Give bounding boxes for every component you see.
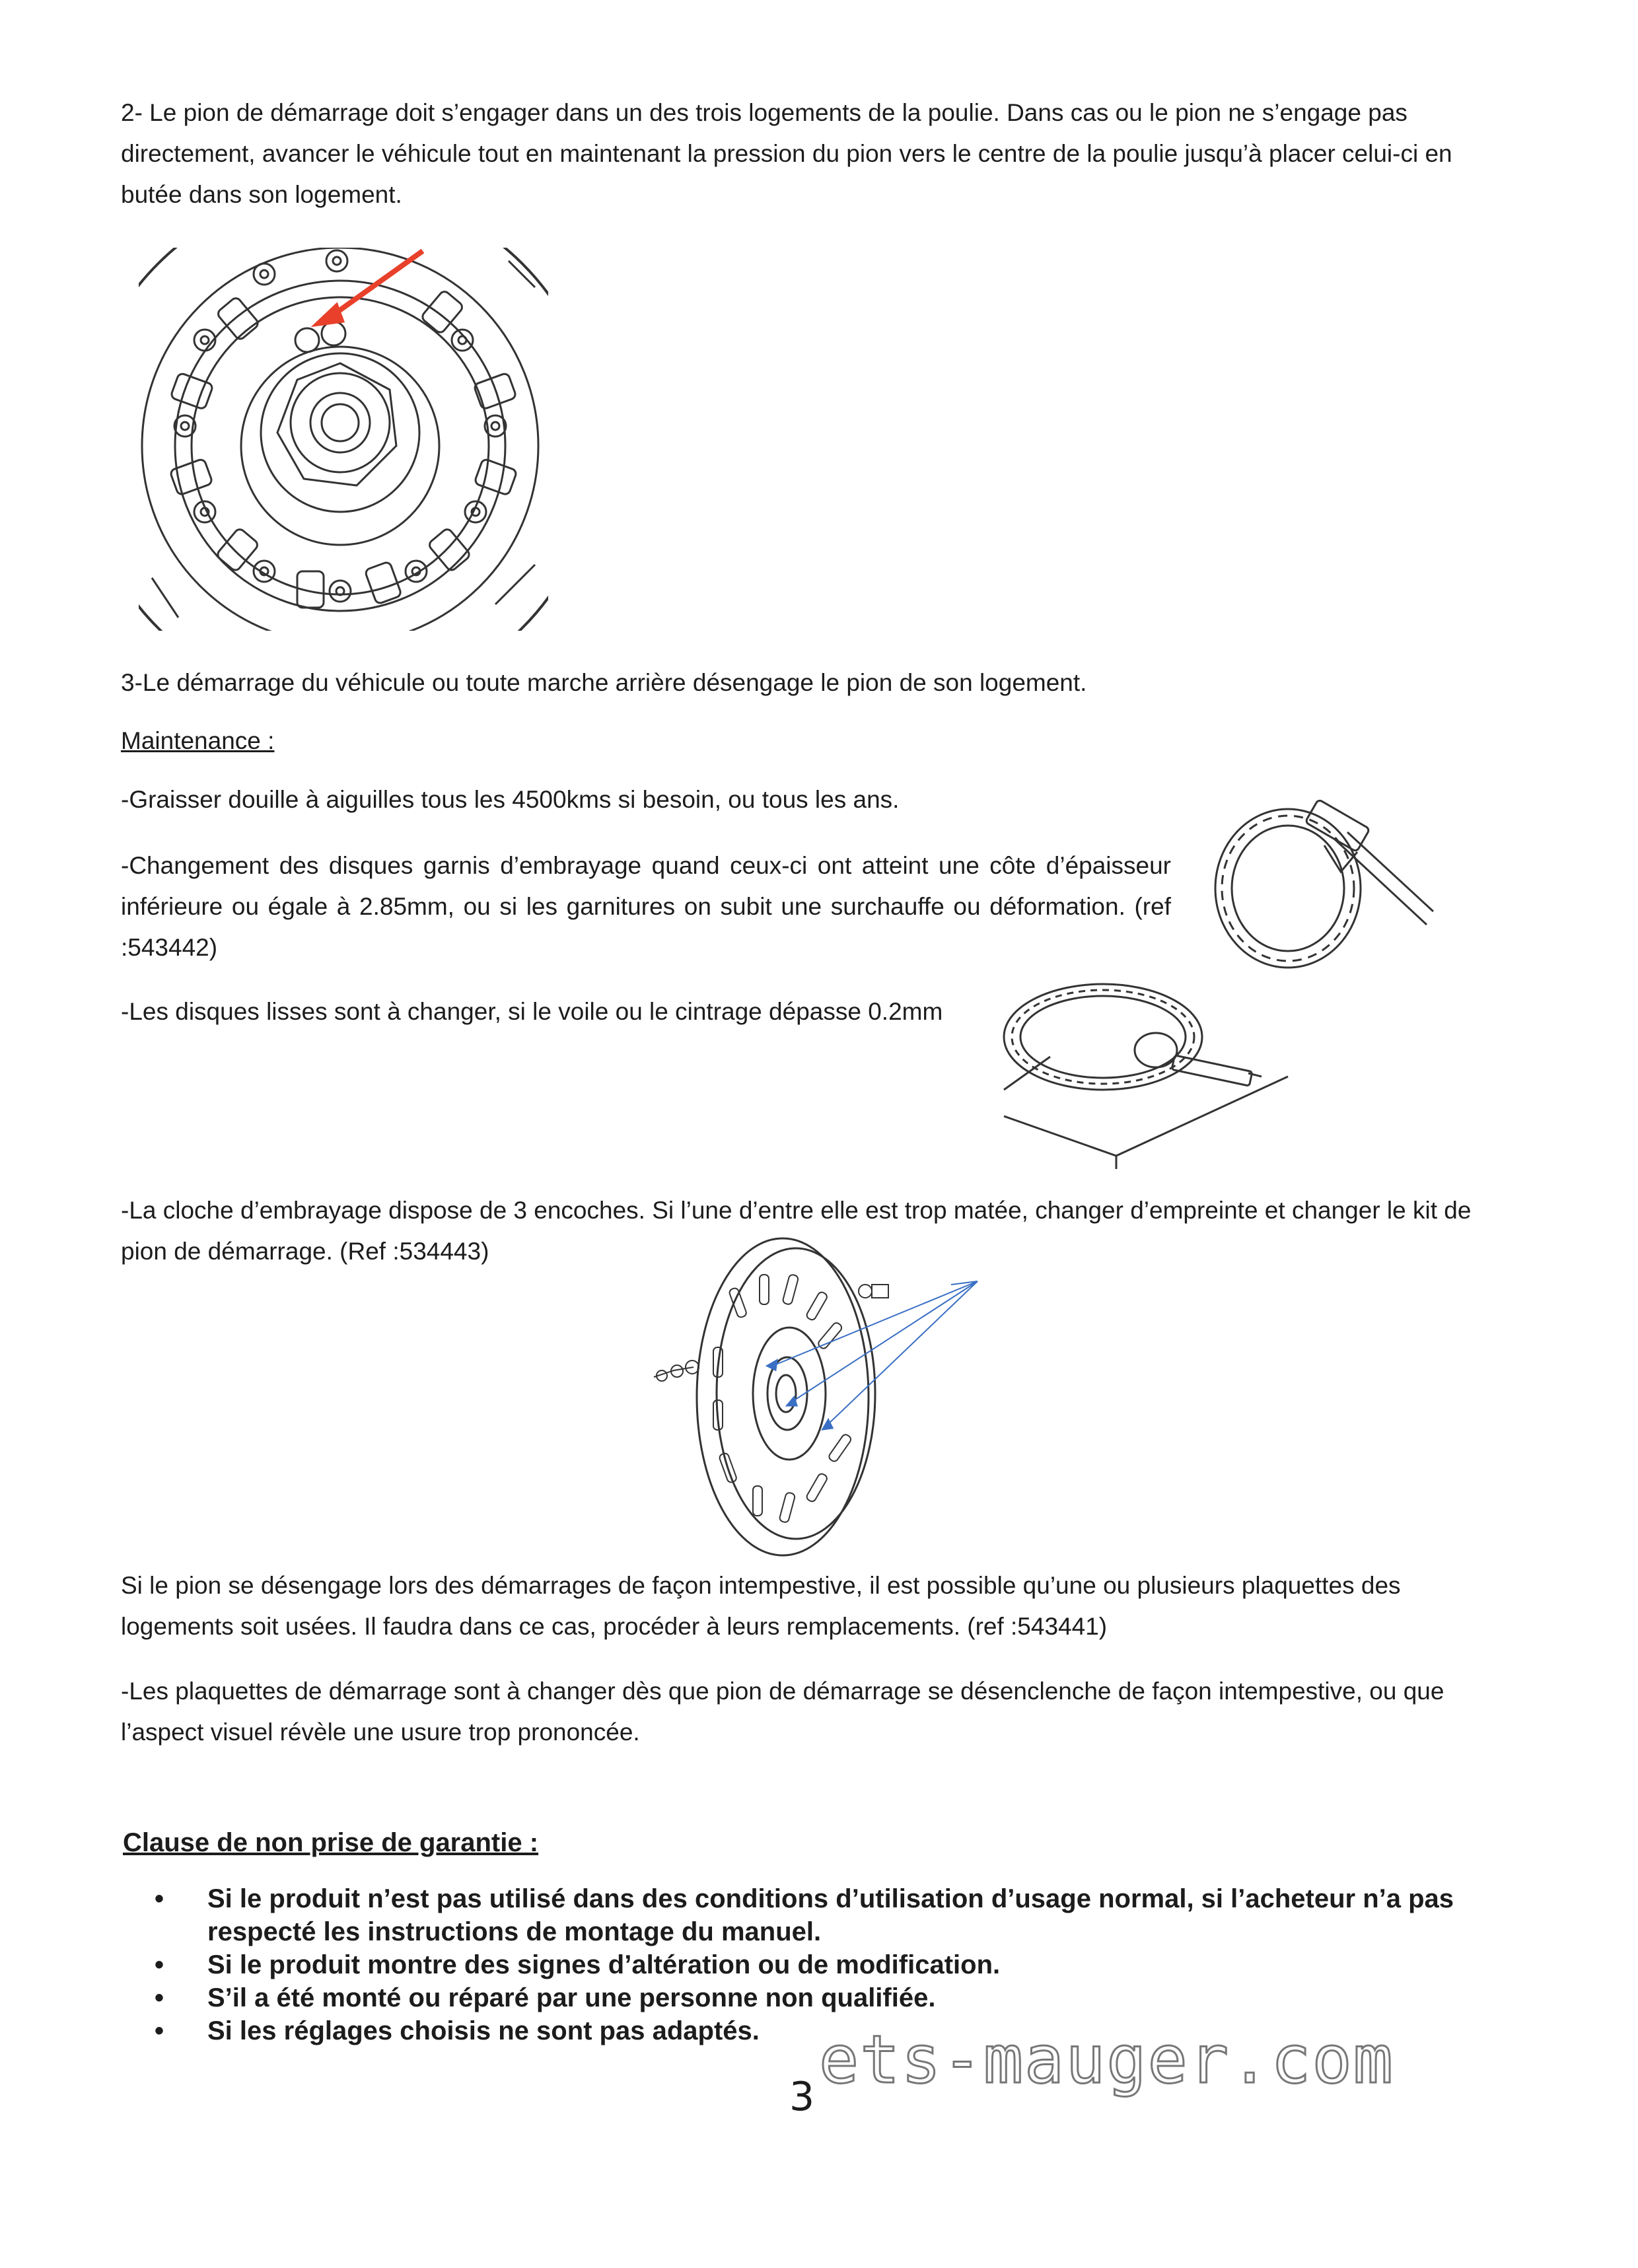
friction-discs-paragraph: -Changement des disques garnis d’embrayage quand ceux-ci ont atteint une côte d’épaisseur inférieure ou égale à 2.85mm, ou si les garnitures on subit une surchauffe ou déformation. (ref :543442): [121, 852, 1171, 961]
clause-item-text: Si les réglages choisis ne sont pas adaptés.: [207, 2016, 760, 2045]
clause-item-text: Si le produit montre des signes d’altération ou de modification.: [207, 1950, 1001, 1979]
bullet-icon: •: [155, 2016, 164, 2045]
warranty-clause-title: Clause de non prise de garantie :: [123, 1828, 539, 1857]
clause-item-text: S’il a été monté ou réparé par une personne non qualifiée.: [207, 1983, 936, 2012]
friction-disc-caliper-figure: [1209, 799, 1440, 977]
clutch-pulley-figure: [139, 248, 548, 631]
bullet-icon: •: [155, 1983, 164, 2012]
step-2-paragraph: 2- Le pion de démarrage doit s’engager dans un des trois logements de la poulie. Dans cas ou le pion ne s’engage pas directement, avancer le véhicule tout en maintenant la pression du pion vers le centre de la poulie jusqu’à placer celui-ci en butée dans son logement.: [121, 99, 1452, 208]
list-item: [123, 1882, 1503, 1948]
bullet-icon: •: [155, 1884, 164, 1913]
step-3-paragraph: 3-Le démarrage du véhicule ou toute marche arrière désengage le pion de son logement.: [121, 669, 1087, 696]
pion-disengage-paragraph: Si le pion se désengage lors des démarrages de façon intempestive, il est possible qu’une ou plusieurs plaquettes des logements soit usées. Il faudra dans ce cas, procéder à leurs remplacements. (ref :543441): [121, 1572, 1401, 1640]
bullet-icon: •: [155, 1950, 164, 1979]
bell-paragraph: -La cloche d’embrayage dispose de 3 encoches. Si l’une d’entre elle est trop matée, changer d’empreinte et changer le kit de pion de démarrage. (Ref :534443): [121, 1197, 1472, 1265]
grease-paragraph: -Graisser douille à aiguilles tous les 4500kms si besoin, ou tous les ans.: [121, 786, 900, 813]
clause-item-text: Si le produit n’est pas utilisé dans des conditions d’utilisation d’usage normal, si l’acheteur n’a pas respecté les instructions de montage du manuel.: [207, 1884, 1454, 1946]
smooth-discs-paragraph: -Les disques lisses sont à changer, si le voile ou le cintrage dépasse 0.2mm: [121, 998, 943, 1025]
smooth-disc-feeler-gauge-figure: [997, 971, 1295, 1169]
list-item: [123, 1948, 1503, 1981]
clutch-bell-figure: [647, 1235, 991, 1559]
page-number: 3: [789, 2074, 815, 2120]
plates-paragraph: -Les plaquettes de démarrage sont à changer dès que pion de démarrage se désenclenche de façon intempestive, ou que l’aspect visuel révèle une usure trop prononcée.: [121, 1678, 1444, 1746]
watermark: ets-mauger.com: [819, 2021, 1394, 2098]
maintenance-heading: Maintenance :: [121, 727, 275, 754]
list-item: [123, 1981, 1503, 2014]
